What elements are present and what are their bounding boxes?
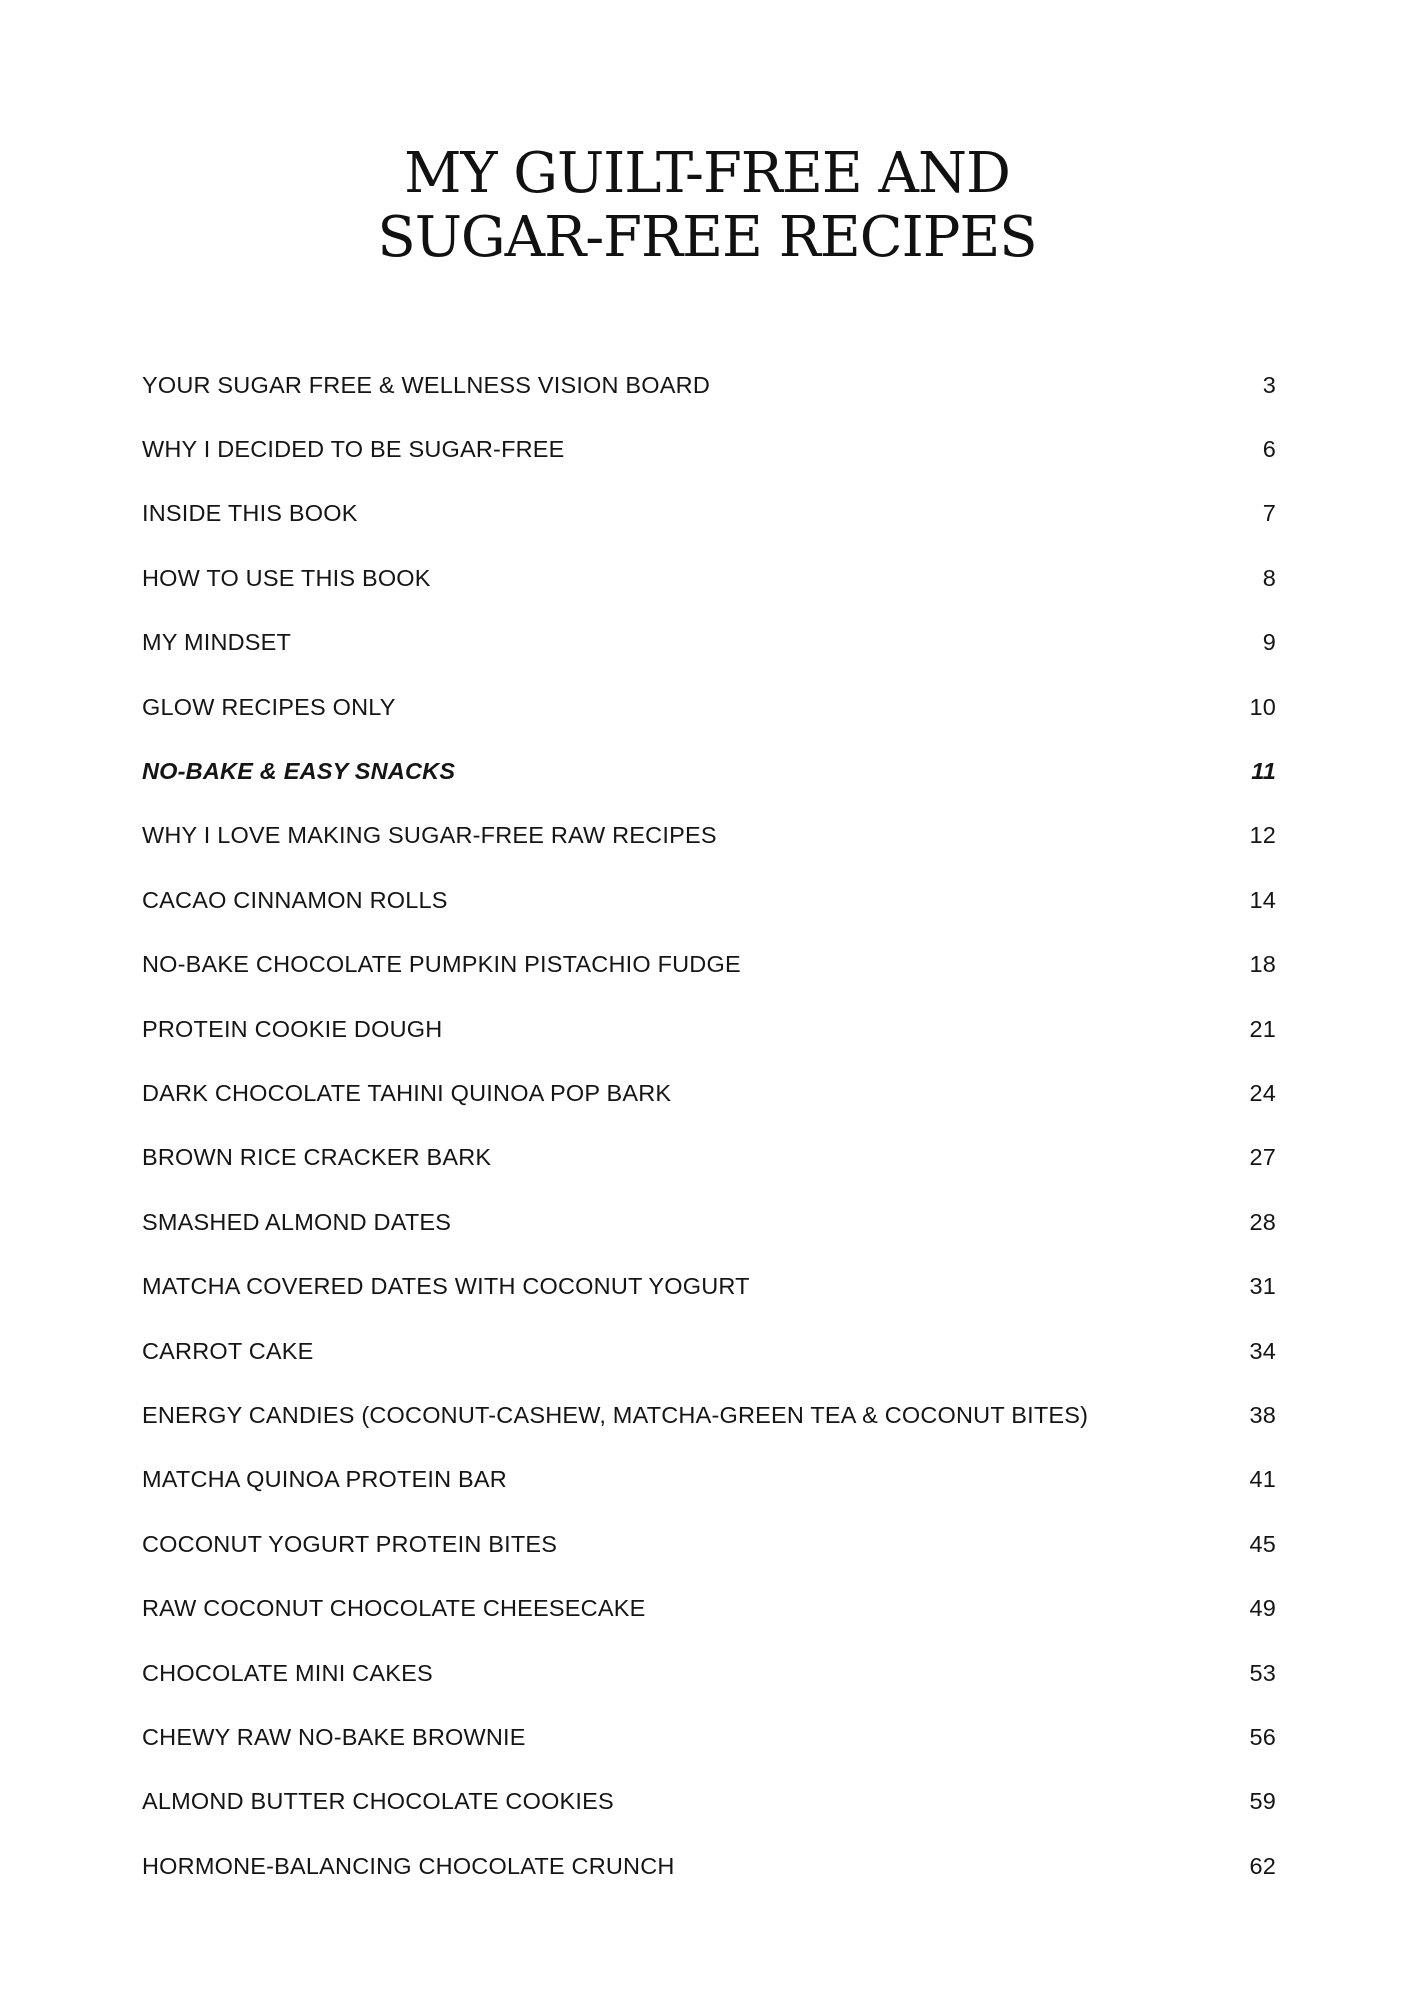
table-of-contents xyxy=(142,353,1276,1898)
toc-entry xyxy=(142,868,1276,932)
toc-entry-page-number: 7 xyxy=(1262,500,1276,527)
toc-entry-page-number: 9 xyxy=(1262,629,1276,656)
toc-entry xyxy=(142,1254,1276,1318)
toc-entry-title: INSIDE THIS BOOK xyxy=(142,500,358,527)
toc-entry-page-number: 10 xyxy=(1249,693,1276,720)
toc-entry-title: WHY I LOVE MAKING SUGAR-FREE RAW RECIPES xyxy=(142,822,717,849)
toc-entry xyxy=(142,1576,1276,1640)
toc-entry-title: WHY I DECIDED TO BE SUGAR-FREE xyxy=(142,436,565,463)
toc-entry-page-number: 11 xyxy=(1251,758,1276,785)
toc-entry xyxy=(142,1705,1276,1769)
toc-entry-title: MATCHA COVERED DATES WITH COCONUT YOGURT xyxy=(142,1273,750,1300)
page-title-line-1: MY GUILT-FREE AND xyxy=(404,141,1010,206)
toc-entry xyxy=(142,1319,1276,1383)
toc-entry xyxy=(142,1641,1276,1705)
toc-entry-title: GLOW RECIPES ONLY xyxy=(142,693,396,720)
toc-entry-page-number: 21 xyxy=(1249,1015,1276,1042)
toc-entry xyxy=(142,804,1276,868)
toc-entry xyxy=(142,482,1276,546)
toc-entry-title: HORMONE-BALANCING CHOCOLATE CRUNCH xyxy=(142,1852,675,1879)
toc-entry-title: COCONUT YOGURT PROTEIN BITES xyxy=(142,1530,558,1557)
toc-entry xyxy=(142,1061,1276,1125)
toc-entry-page-number: 41 xyxy=(1249,1466,1276,1493)
toc-entry-page-number: 8 xyxy=(1262,564,1276,591)
toc-entry-title: YOUR SUGAR FREE & WELLNESS VISION BOARD xyxy=(142,371,711,398)
toc-entry xyxy=(142,675,1276,739)
toc-entry-title: SMASHED ALMOND DATES xyxy=(142,1208,452,1235)
toc-entry-page-number: 14 xyxy=(1249,886,1276,913)
toc-entry xyxy=(142,1770,1276,1834)
toc-entry-page-number: 53 xyxy=(1249,1659,1276,1686)
toc-entry-page-number: 59 xyxy=(1249,1788,1276,1815)
toc-section-heading xyxy=(142,739,1276,803)
toc-entry-page-number: 31 xyxy=(1249,1273,1276,1300)
toc-entry-title: CHOCOLATE MINI CAKES xyxy=(142,1659,433,1686)
toc-entry-title: HOW TO USE THIS BOOK xyxy=(142,564,431,591)
toc-entry-title: BROWN RICE CRACKER BARK xyxy=(142,1144,492,1171)
toc-entry xyxy=(142,1512,1276,1576)
toc-entry-page-number: 45 xyxy=(1249,1530,1276,1557)
toc-entry-title: RAW COCONUT CHOCOLATE CHEESECAKE xyxy=(142,1595,646,1622)
toc-entry-title: ENERGY CANDIES (COCONUT-CASHEW, MATCHA-GREEN TEA & COCONUT BITES) xyxy=(142,1401,1089,1428)
toc-entry-title: MY MINDSET xyxy=(142,629,292,656)
toc-entry xyxy=(142,1834,1276,1898)
toc-entry-page-number: 49 xyxy=(1249,1595,1276,1622)
toc-entry xyxy=(142,933,1276,997)
toc-entry-page-number: 28 xyxy=(1249,1208,1276,1235)
toc-entry-title: CARROT CAKE xyxy=(142,1337,314,1364)
toc-entry xyxy=(142,997,1276,1061)
toc-entry-page-number: 38 xyxy=(1249,1401,1276,1428)
toc-entry-title: CHEWY RAW NO-BAKE BROWNIE xyxy=(142,1723,526,1750)
toc-entry xyxy=(142,611,1276,675)
toc-entry-page-number: 27 xyxy=(1249,1144,1276,1171)
page-title-line-2: SUGAR-FREE RECIPES xyxy=(377,205,1037,270)
toc-section-title: NO-BAKE & EASY SNACKS xyxy=(142,758,456,785)
toc-entry-title: DARK CHOCOLATE TAHINI QUINOA POP BARK xyxy=(142,1079,672,1106)
toc-entry-page-number: 56 xyxy=(1249,1723,1276,1750)
toc-entry-title: NO-BAKE CHOCOLATE PUMPKIN PISTACHIO FUDGE xyxy=(142,951,741,978)
toc-entry-page-number: 24 xyxy=(1249,1079,1276,1106)
toc-entry xyxy=(142,1190,1276,1254)
toc-entry-page-number: 3 xyxy=(1262,371,1276,398)
toc-entry-page-number: 12 xyxy=(1249,822,1276,849)
toc-entry-title: PROTEIN COOKIE DOUGH xyxy=(142,1015,443,1042)
toc-entry xyxy=(142,1126,1276,1190)
toc-entry-page-number: 34 xyxy=(1249,1337,1276,1364)
toc-entry xyxy=(142,417,1276,481)
toc-entry-title: CACAO CINNAMON ROLLS xyxy=(142,886,448,913)
toc-entry xyxy=(142,546,1276,610)
toc-entry-page-number: 18 xyxy=(1249,951,1276,978)
toc-entry xyxy=(142,353,1276,417)
toc-entry-title: ALMOND BUTTER CHOCOLATE COOKIES xyxy=(142,1788,614,1815)
toc-entry-page-number: 6 xyxy=(1262,436,1276,463)
toc-entry xyxy=(142,1383,1276,1447)
toc-entry-page-number: 62 xyxy=(1249,1852,1276,1879)
page-title xyxy=(0,142,1414,270)
toc-entry-title: MATCHA QUINOA PROTEIN BAR xyxy=(142,1466,507,1493)
toc-entry xyxy=(142,1448,1276,1512)
